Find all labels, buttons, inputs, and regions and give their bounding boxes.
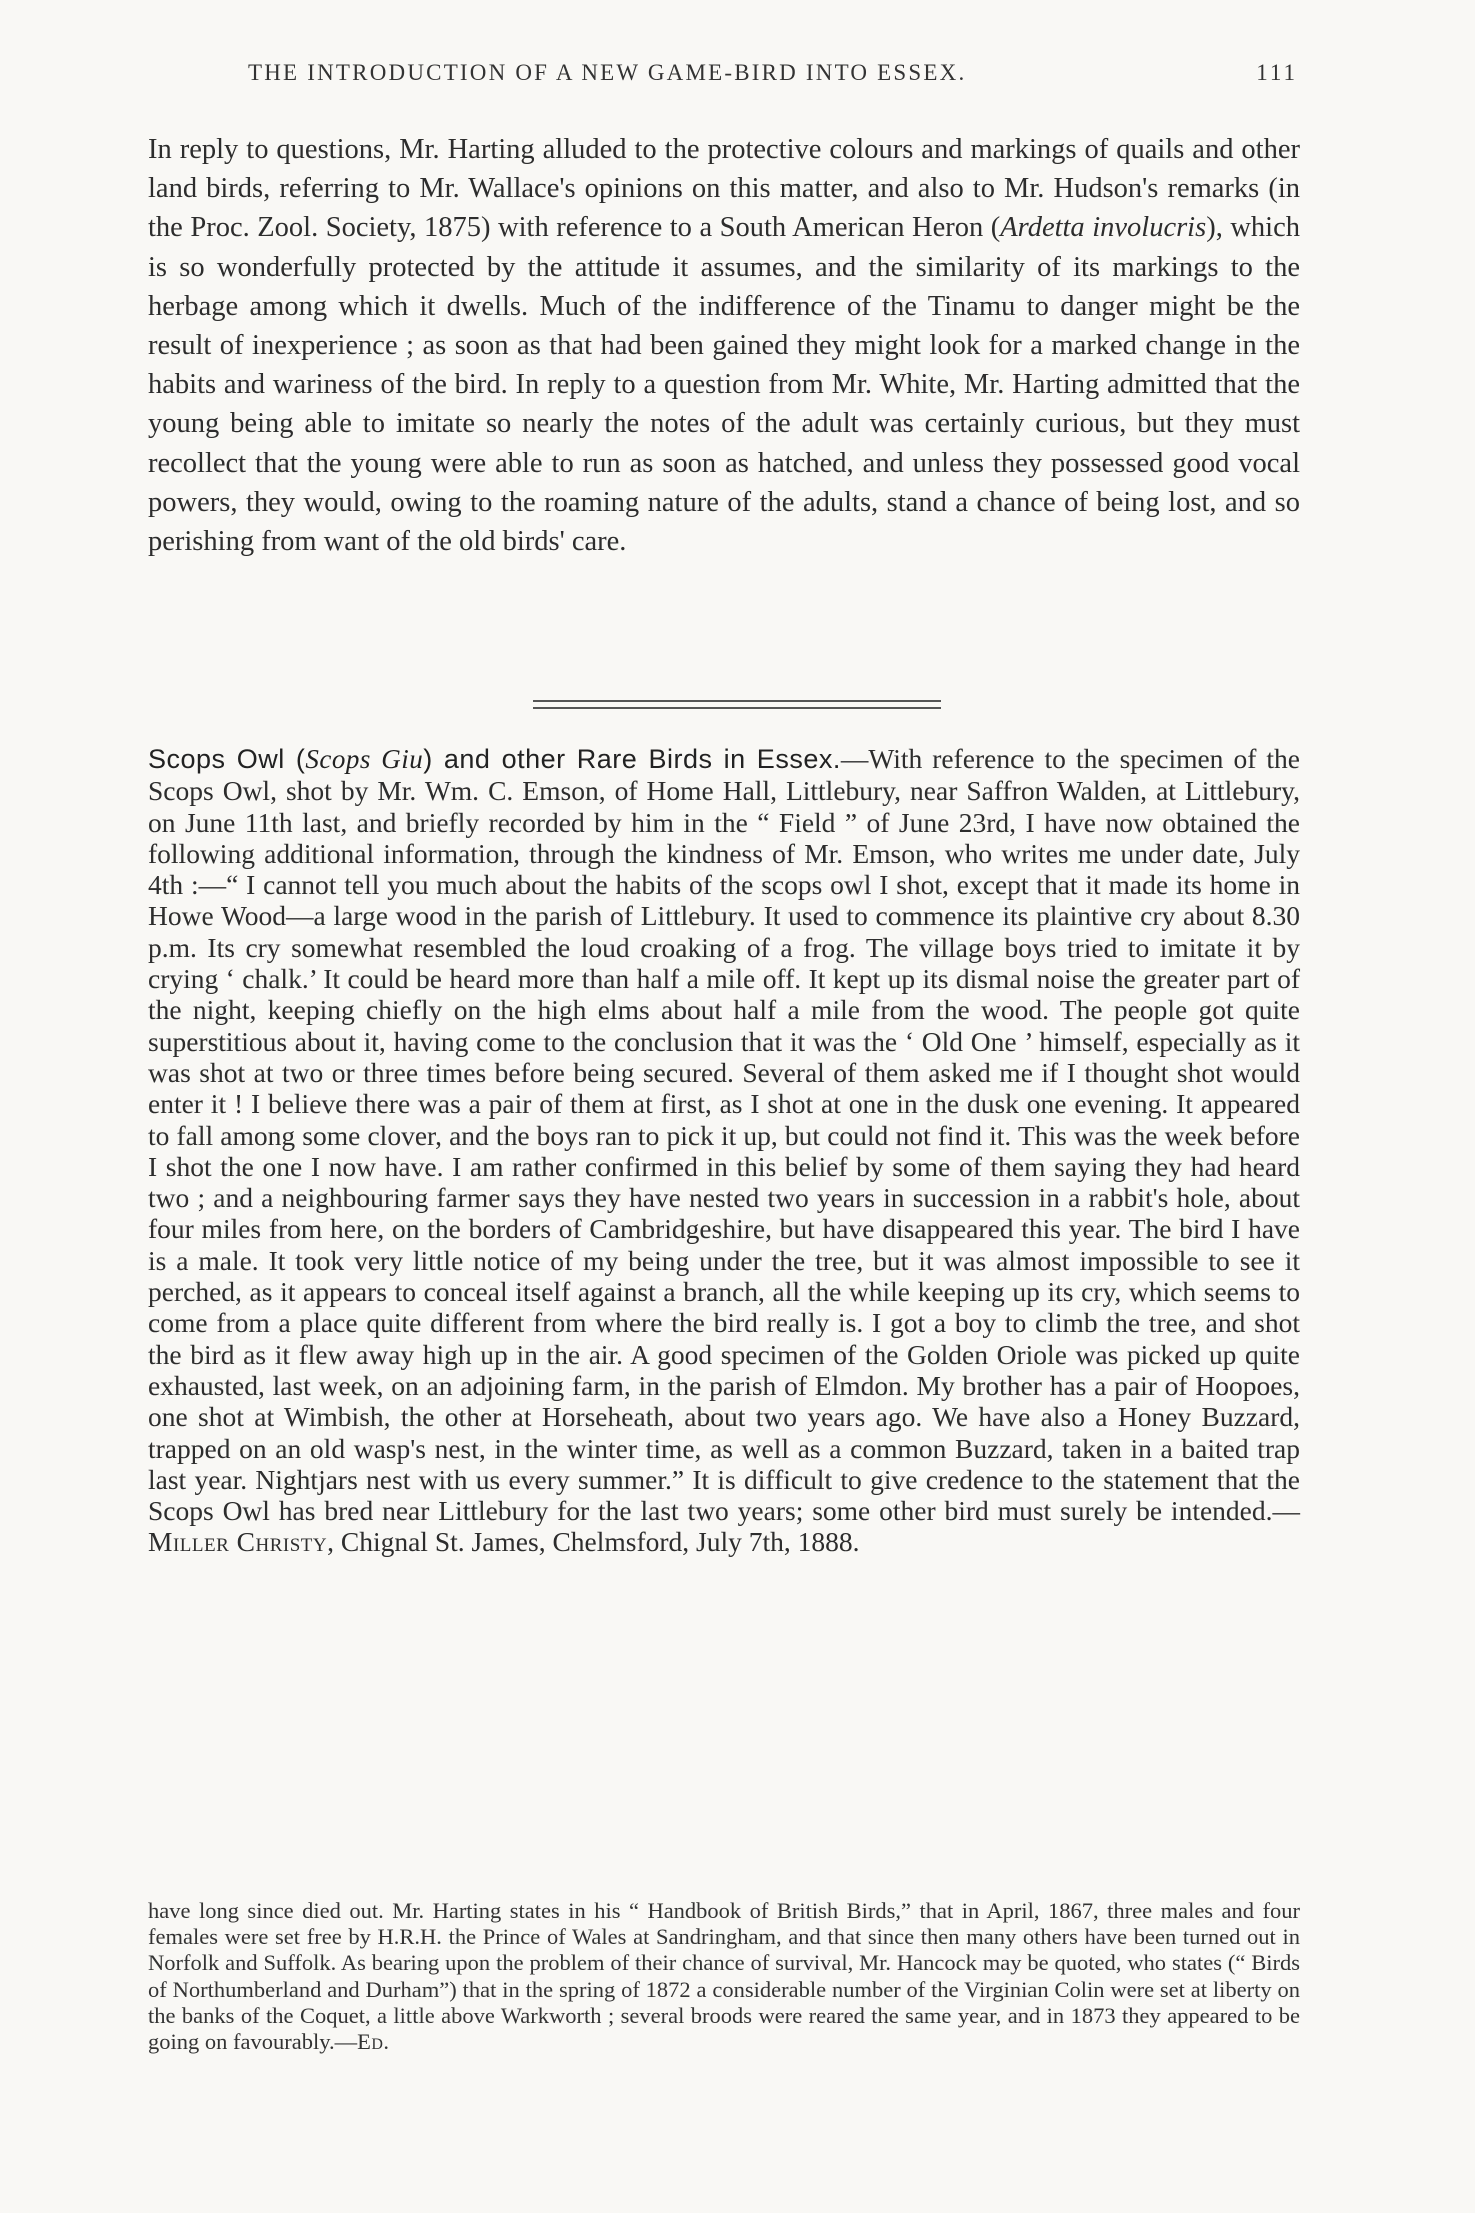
footnote: [148, 1898, 1300, 2055]
author-signature: Miller Christy: [148, 1526, 328, 1558]
paragraph-scops-owl: [148, 743, 1300, 1558]
footnote-text: have long since died out. Mr. Harting states in his “ Handbook of British Birds,” that in April, 1867, three males and four females were set free by H.R.H. the Prince of Wales at Sandringham, and that since then many others have been turned out in Norfolk and Suffolk. As bearing upon the problem of their chance of survival, Mr. Hancock may be quoted, who states (“ Birds of Northumberland and Durham”) that in the spring of 1872 a considerable number of the Virginian Colin were set at liberty on the banks of the Coquet, a little above Warkworth ; several broods were reared the same year, and in 1873 they appeared to be going on favourably.—: [148, 1898, 1300, 2055]
running-title: THE INTRODUCTION OF A NEW GAME-BIRD INTO ESSEX.: [248, 60, 967, 85]
heading-text-a: Scops Owl (: [148, 744, 306, 774]
running-head: [148, 60, 1298, 86]
paragraph1-text-b: ), which is so wonderfully protected by the attitude it assumes, and the similarity of its markings to the herbage among which it dwells. Much of the indifference of the Tinamu to danger might be the result of inexperience ; as soon as that had been gained they might look for a marked change in the habits and wariness of the bird. In reply to a question from Mr. White, Mr. Harting admitted that the young being able to imitate so nearly the notes of the adult was certainly curious, but they must recollect that the young were able to run as soon as hatched, and unless they possessed good vocal powers, they would, owing to the roaming nature of the adults, stand a chance of being lost, and so perishing from want of the old birds' care.: [148, 212, 1300, 558]
article-heading: [148, 744, 841, 774]
paragraph1-text-a: In reply to questions, Mr. Harting alluded to the protective colours and markings of quails and other land birds, referring to Mr. Wallace's opinions on this matter, and also to Mr. Hudson's remarks (in the Proc. Zool. Society, 1875) with reference to a South American Heron (: [148, 134, 1300, 244]
species-name-ardetta: Ardetta involucris: [1000, 212, 1207, 244]
paragraph-meeting-discussion: [148, 130, 1300, 561]
editor-signature: Ed.: [357, 2029, 390, 2055]
heading-species: Scops Giu: [305, 744, 424, 774]
author-address: , Chignal St. James, Chelmsford, July 7th, 1888.: [327, 1526, 860, 1558]
article-body: —With reference to the specimen of the Scops Owl, shot by Mr. Wm. C. Emson, of Home Hall, Littlebury, near Saffron Walden, at Littlebury, on June 11th last, and briefly recorded by him in the “ Field ” of June 23rd, I have now obtained the following additional information, through the kindness of Mr. Emson, who writes me under date, July 4th :—“ I cannot tell you much about the habits of the scops owl I shot, except that it made its home in Howe Wood—a large wood in the parish of Littlebury. It used to commence its plaintive cry about 8.30 p.m. Its cry somewhat resembled the loud croaking of a frog. The village boys tried to imitate it by crying ‘ chalk.’ It could be heard more than half a mile off. It kept up its dismal noise the greater part of the night, keeping chiefly on the high elms about half a mile from the wood. The people got quite superstitious about it, having come to the conclusion that it was the ‘ Old One ’ himself, especially as it was shot at two or three times before being secured. Several of them asked me if I thought shot would enter it ! I believe there was a pair of them at first, as I shot at one in the dusk one evening. It appeared to fall among some clover, and the boys ran to pick it up, but could not find it. This was the week before I shot the one I now have. I am rather confirmed in this belief by some of them saying they had heard two ; and a neighbouring farmer says they have nested two years in succession in a rabbit's hole, about four miles from here, on the borders of Cambridgeshire, but have disappeared this year. The bird I have is a male. It took very little notice of my being under the tree, but it was almost impossible to see it perched, as it appears to conceal itself against a branch, all the while keeping up its cry, which seems to come from a place quite different from where the bird really is. I got a boy to climb the tree, and shot the bird as it flew away high up in the air. A good specimen of the Golden Oriole was picked up quite exhausted, last week, on an adjoining farm, in the parish of Elmdon. My brother has a pair of Hoopoes, one shot at Wimbish, the other at Horseheath, about two years ago. We have also a Honey Buzzard, trapped on an old wasp's nest, in the winter time, as well as a common Buzzard, taken in a baited trap last year. Nightjars nest with us every summer.” It is difficult to give credence to the statement that the Scops Owl has bred near Littlebury for the last two years; some other bird must surely be intended.—: [148, 743, 1300, 1527]
heading-text-b: ) and other Rare Birds in Essex.: [423, 744, 841, 774]
page-number: 111: [1256, 60, 1298, 85]
section-divider: [533, 700, 941, 709]
